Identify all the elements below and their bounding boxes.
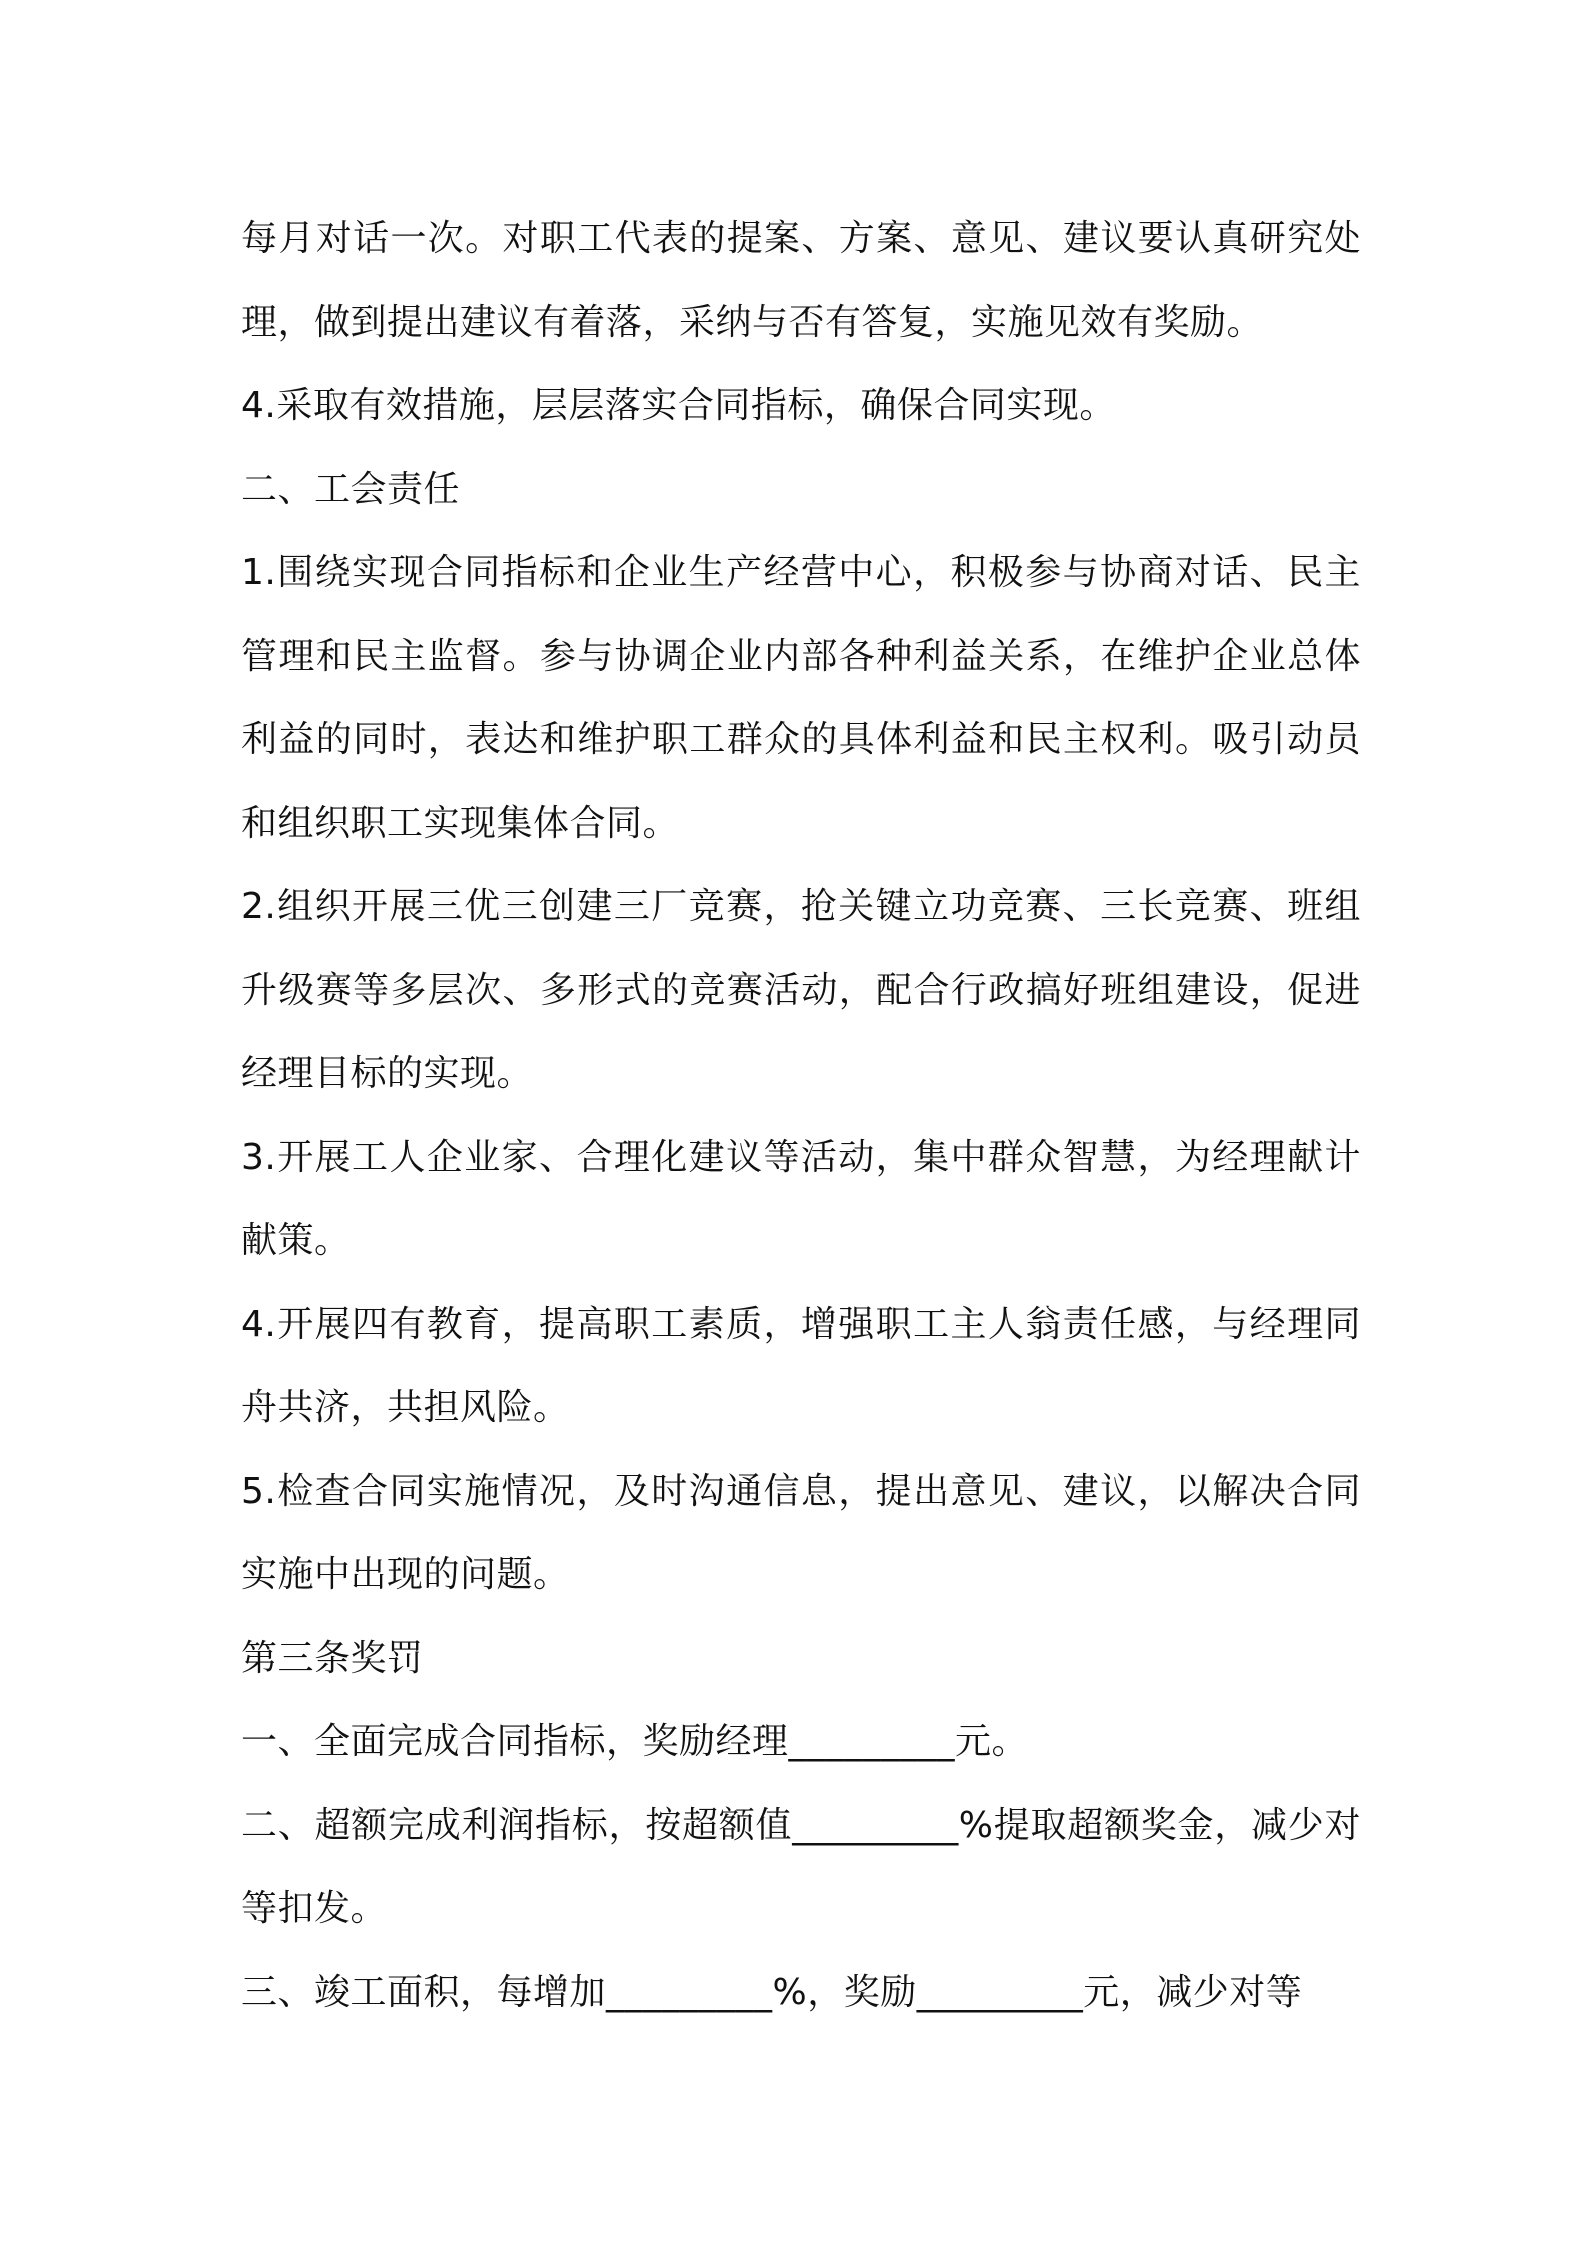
paragraph-union-item-1: 1.围绕实现合同指标和企业生产经营中心，积极参与协商对话、民主管理和民主监督。参与协调企业内部各种利益关系，在维护企业总体利益的同时，表达和维护职工群众的具体利益和民主权利。吸引动员和组织职工实现集体合同。: [241, 552, 1361, 844]
paragraph-reward-item-2: 二、超额完成利润指标，按超额值_________%提取超额奖金，减少对等扣发。: [241, 1804, 1361, 1929]
paragraph-union-item-5: 5.检查合同实施情况，及时沟通信息，提出意见、建议，以解决合同实施中出现的问题。: [241, 1470, 1361, 1595]
article-heading-rewards-penalties: 第三条奖罚: [241, 1637, 424, 1679]
paragraph-union-item-2: 2.组织开展三优三创建三厂竞赛，抢关键立功竞赛、三长竞赛、班组升级赛等多层次、多形式的竞赛活动，配合行政搞好班组建设，促进经理目标的实现。: [241, 886, 1361, 1094]
paragraph-management-item-4: 4.采取有效措施，层层落实合同指标，确保合同实现。: [241, 385, 1116, 426]
paragraph-union-item-3: 3.开展工人企业家、合理化建议等活动，集中群众智慧，为经理献计献策。: [241, 1136, 1361, 1261]
document-body: [241, 197, 1361, 2034]
paragraph-reward-item-1: 一、全面完成合同指标，奖励经理_________元。: [241, 1721, 1029, 1762]
section-heading-union-responsibility: 二、工会责任: [241, 468, 461, 510]
paragraph-dialogue-monthly: 每月对话一次。对职工代表的提案、方案、意见、建议要认真研究处理，做到提出建议有着落，采纳与否有答复，实施见效有奖励。: [241, 218, 1361, 343]
paragraph-reward-item-3: 三、竣工面积，每增加_________%，奖励_________元，减少对等: [241, 1971, 1303, 2013]
paragraph-union-item-4: 4.开展四有教育，提高职工素质，增强职工主人翁责任感，与经理同舟共济，共担风险。: [241, 1303, 1361, 1428]
